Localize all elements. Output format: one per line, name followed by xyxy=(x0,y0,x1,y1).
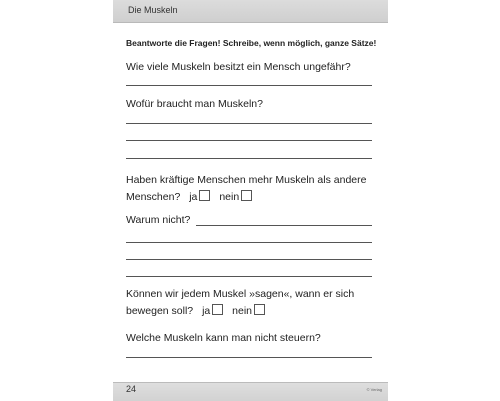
footer-bar xyxy=(113,382,388,401)
question-6: Welche Muskeln kann man nicht steuern? xyxy=(126,332,321,344)
checkbox-yes[interactable] xyxy=(212,304,223,315)
option-yes-label: ja xyxy=(189,191,198,203)
publisher-note: © Verlag xyxy=(366,387,382,392)
answer-line xyxy=(126,85,372,86)
answer-line xyxy=(126,242,372,243)
answer-line xyxy=(126,357,372,358)
answer-line xyxy=(126,123,372,124)
instruction-text: Beantworte die Fragen! Schreibe, wenn möglich, ganze Sätze! xyxy=(126,38,377,48)
answer-line xyxy=(126,140,372,141)
question-3-line-2: Menschen? xyxy=(126,191,181,203)
question-4: Warum nicht? xyxy=(126,214,191,226)
answer-line xyxy=(126,158,372,159)
question-3: Haben kräftige Menschen mehr Muskeln als andere xyxy=(126,174,367,186)
page-number: 24 xyxy=(126,384,137,394)
question-3-continued xyxy=(126,190,252,203)
answer-line xyxy=(196,225,372,226)
option-yes-label: ja xyxy=(202,305,211,317)
option-no-label: nein xyxy=(232,305,253,317)
checkbox-no[interactable] xyxy=(254,304,265,315)
checkbox-no[interactable] xyxy=(241,190,252,201)
checkbox-yes[interactable] xyxy=(199,190,210,201)
question-5-line-2: bewegen soll? xyxy=(126,305,194,317)
question-1: Wie viele Muskeln besitzt ein Mensch ungefähr? xyxy=(126,61,351,73)
page-title: Die Muskeln xyxy=(128,5,178,15)
answer-line xyxy=(126,276,372,277)
question-5: Können wir jedem Muskel »sagen«, wann er sich xyxy=(126,288,355,300)
question-5-continued xyxy=(126,304,265,317)
option-no-label: nein xyxy=(219,191,240,203)
answer-line xyxy=(126,259,372,260)
question-2: Wofür braucht man Muskeln? xyxy=(126,98,263,110)
